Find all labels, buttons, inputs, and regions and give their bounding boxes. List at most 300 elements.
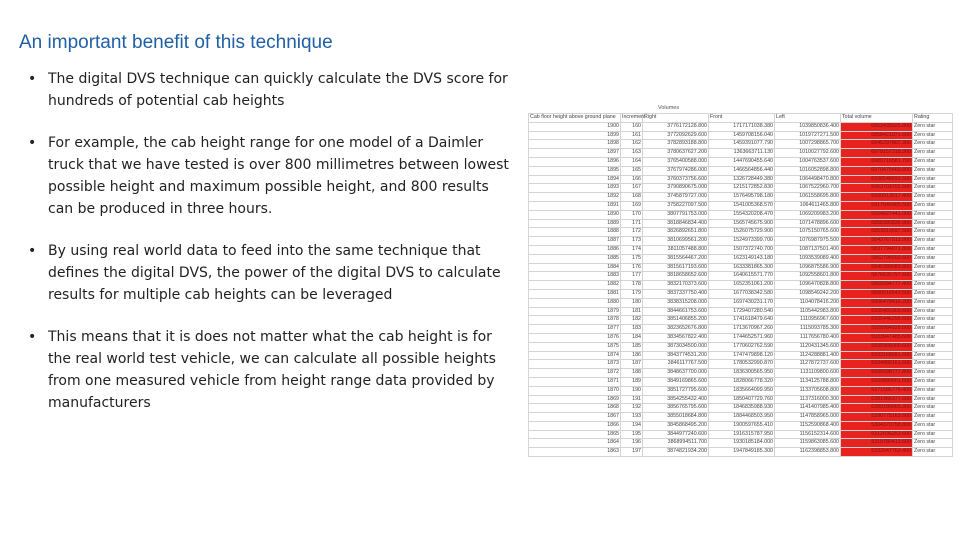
table-row [529,272,953,281]
cell-increment: 164 [621,157,643,166]
cell-increment: 160 [621,122,643,131]
cell-front: 1770602762.590 [709,342,775,351]
cell-height: 1894 [529,175,621,184]
cell-front: 1466564856.440 [709,166,775,175]
table-row [529,131,953,140]
bullet-text: For example, the cab height range for one model of a Daimler truck that we have tested is over 800 millimetres between lowest possible height and maximum possible height, and 800 results can be produced in three hours. [48,135,509,217]
table-row [529,289,953,298]
cell-increment: 184 [621,333,643,342]
table-row [529,342,953,351]
cell-rating: Zero star [913,342,953,351]
bullet-text: The digital DVS technique can quickly calculate the DVS score for hundreds of potential cab heights [48,71,508,109]
cell-right: 3856765795.600 [643,404,709,413]
cell-rating: Zero star [913,377,953,386]
cell-rating: Zero star [913,430,953,439]
cell-right: 3873034500.000 [643,342,709,351]
cell-right: 3868994511.700 [643,439,709,448]
cell-right: 3844977240.600 [643,430,709,439]
cell-increment: 185 [621,342,643,351]
cell-right: 3838315208.000 [643,298,709,307]
cell-height: 1882 [529,281,621,290]
cell-increment: 162 [621,140,643,149]
cell-total-volume: 5837794071.800 [841,245,913,254]
table-row [529,149,953,158]
cell-height: 1895 [529,166,621,175]
cell-rating: Zero star [913,228,953,237]
cell-increment: 173 [621,237,643,246]
cell-rating: Zero star [913,237,953,246]
cell-left: 1131109800.600 [775,369,841,378]
cell-rating: Zero star [913,272,953,281]
cell-total-volume: 5332047763.400 [841,448,913,457]
cell-height: 1872 [529,369,621,378]
cell-front: 1565745675.900 [709,219,775,228]
table-row [529,122,953,131]
cell-increment: 189 [621,377,643,386]
cell-increment: 187 [621,360,643,369]
cell-height: 1876 [529,333,621,342]
cell-rating: Zero star [913,307,953,316]
table-row [529,184,953,193]
cell-rating: Zero star [913,439,953,448]
cell-rating: Zero star [913,122,953,131]
cell-height: 1874 [529,351,621,360]
cell-right: 3874821934.200 [643,448,709,457]
cell-rating: Zero star [913,351,953,360]
cell-front: 1828066778.320 [709,377,775,386]
cell-total-volume: 5858380836.900 [841,219,913,228]
header-front: Front [709,114,775,123]
cell-height: 1890 [529,210,621,219]
cell-left: 1127872737.600 [775,360,841,369]
cell-left: 1156152314.600 [775,430,841,439]
cell-total-volume: 5890016543.500 [841,289,913,298]
cell-left: 1162398853.800 [775,448,841,457]
cell-left: 1134125788.800 [775,377,841,386]
bullet-item [28,132,518,220]
table-row [529,298,953,307]
cell-rating: Zero star [913,325,953,334]
cell-height: 1880 [529,298,621,307]
cell-front: 1633381865.300 [709,263,775,272]
cell-increment: 169 [621,201,643,210]
cell-left: 1133705608.800 [775,386,841,395]
cell-right: 3815617193.600 [643,263,709,272]
table-row [529,175,953,184]
cell-left: 1120431345.600 [775,342,841,351]
cell-increment: 179 [621,289,643,298]
table-row [529,140,953,149]
cell-left: 1069209983.200 [775,210,841,219]
cell-increment: 193 [621,413,643,422]
cell-total-volume: 5917640905.500 [841,201,913,210]
cell-increment: 175 [621,254,643,263]
cell-total-volume: 5936098777.800 [841,369,913,378]
cell-front: 1640615571.770 [709,272,775,281]
cell-rating: Zero star [913,140,953,149]
cell-right: 3832170373.600 [643,281,709,290]
cell-front: 1524973399.700 [709,237,775,246]
cell-rating: Zero star [913,421,953,430]
table-row [529,316,953,325]
header-right: Right [643,114,709,123]
spreadsheet-volumes-label: Volumes [658,105,680,111]
cell-front: 1900597655.410 [709,421,775,430]
cell-right: 3826892651.800 [643,228,709,237]
bullet-item [28,240,518,306]
cell-rating: Zero star [913,193,953,202]
slide-title: An important benefit of this technique [19,32,333,53]
cell-total-volume: 5935966000.600 [841,342,913,351]
cell-increment: 165 [621,166,643,175]
cell-height: 1896 [529,157,621,166]
cell-front: 1850407729.760 [709,395,775,404]
cell-right: 3810699561.200 [643,237,709,246]
cell-increment: 196 [621,439,643,448]
cell-total-volume: 5963703702.500 [841,184,913,193]
cell-increment: 195 [621,430,643,439]
cell-rating: Zero star [913,210,953,219]
cell-increment: 176 [621,263,643,272]
cell-left: 1067522960.700 [775,184,841,193]
cell-left: 1007298865.700 [775,140,841,149]
cell-rating: Zero star [913,404,953,413]
bullet-list [28,68,518,434]
cell-total-volume: 5928984928.600 [841,325,913,334]
cell-total-volume: 5304370758.800 [841,421,913,430]
cell-increment: 191 [621,395,643,404]
cell-height: 1883 [529,272,621,281]
cell-left: 1087137501.400 [775,245,841,254]
cell-height: 1866 [529,421,621,430]
table-row [529,263,953,272]
cell-total-volume: 5371585776.400 [841,386,913,395]
cell-front: 1717171038.380 [709,122,775,131]
cell-total-volume: 6946297807.300 [841,140,913,149]
cell-total-volume: 5924927441.000 [841,210,913,219]
cell-front: 1215172852.830 [709,184,775,193]
cell-rating: Zero star [913,448,953,457]
cell-total-volume: 5939889001.600 [841,377,913,386]
cell-height: 1877 [529,325,621,334]
bullet-text: This means that it is does not matter what the cab height is for the real world test vehicle, we can calculate all possible heights from one measured vehicle from height range data provided by manufacturers [48,329,496,411]
cell-total-volume: 5935446295.600 [841,316,913,325]
cell-left: 1104078416.200 [775,298,841,307]
cell-height: 1867 [529,413,621,422]
cell-right: 3818658652.600 [643,272,709,281]
cell-height: 1900 [529,122,621,131]
cell-front: 1526075729.900 [709,228,775,237]
cell-rating: Zero star [913,201,953,210]
header-left: Left [775,114,841,123]
cell-increment: 161 [621,131,643,140]
cell-right: 3776172128.800 [643,122,709,131]
cell-height: 1879 [529,307,621,316]
table-row [529,228,953,237]
cell-rating: Zero star [913,386,953,395]
cell-front: 1447690455.640 [709,157,775,166]
cell-left: 1039850836.400 [775,122,841,131]
cell-total-volume: 5933947485.600 [841,333,913,342]
cell-height: 1868 [529,404,621,413]
cell-height: 1887 [529,237,621,246]
table-row [529,439,953,448]
cell-total-volume: 5876635797.600 [841,272,913,281]
cell-rating: Zero star [913,289,953,298]
cell-left: 1141407985.400 [775,404,841,413]
cell-total-volume: 5846389083.800 [841,263,913,272]
cell-front: 1677038342.580 [709,289,775,298]
cell-height: 1875 [529,342,621,351]
cell-increment: 174 [621,245,643,254]
cell-right: 3849169865.600 [643,377,709,386]
cell-rating: Zero star [913,175,953,184]
cell-height: 1891 [529,201,621,210]
cell-right: 3843774531.200 [643,351,709,360]
cell-right: 3745879727.000 [643,193,709,202]
cell-front: 1930185184.000 [709,439,775,448]
cell-front: 1780532990.870 [709,360,775,369]
cell-left: 1064498470.800 [775,175,841,184]
bullet-item [28,326,518,414]
table-row [529,421,953,430]
cell-increment: 168 [621,193,643,202]
cell-right: 3767974286.000 [643,166,709,175]
spreadsheet-image [528,105,952,455]
cell-rating: Zero star [913,316,953,325]
table-row [529,193,953,202]
cell-height: 1884 [529,263,621,272]
cell-total-volume: 5843767913.900 [841,237,913,246]
cell-height: 1886 [529,245,621,254]
cell-left: 1061558695.800 [775,193,841,202]
cell-increment: 178 [621,281,643,290]
table-row [529,219,953,228]
cell-front: 1835664099.950 [709,386,775,395]
cell-right: 3811057488.800 [643,245,709,254]
cell-total-volume: 5319780413.600 [841,439,913,448]
cell-right: 3851727795.600 [643,386,709,395]
cell-total-volume: 5906478416.200 [841,298,913,307]
cell-rating: Zero star [913,281,953,290]
cell-right: 3845868495.200 [643,421,709,430]
table-row [529,245,953,254]
table-row [529,377,953,386]
table-row [529,237,953,246]
cell-left: 1137316000.300 [775,395,841,404]
cell-left: 1076987975.500 [775,237,841,246]
cell-right: 3790890675.000 [643,184,709,193]
cell-height: 1873 [529,360,621,369]
table-row [529,166,953,175]
table-row [529,430,953,439]
cell-total-volume: 5389180065.300 [841,404,913,413]
table-row [529,201,953,210]
cell-right: 3855018684.800 [643,413,709,422]
cell-right: 3848637700.000 [643,369,709,378]
cell-right: 3782893188.800 [643,140,709,149]
cell-increment: 172 [621,228,643,237]
cell-left: 1010027792.600 [775,149,841,158]
cell-left: 1110956967.600 [775,316,841,325]
cell-total-volume: 6938548693.500 [841,175,913,184]
cell-right: 3851406855.200 [643,316,709,325]
cell-front: 1713670967.260 [709,325,775,334]
cell-height: 1899 [529,131,621,140]
cell-front: 1916315787.950 [709,430,775,439]
cell-left: 1105442983.800 [775,307,841,316]
cell-left: 1093539089.400 [775,254,841,263]
table-row [529,386,953,395]
cell-right: 3844661753.600 [643,307,709,316]
cell-height: 1871 [529,377,621,386]
cell-total-volume: 5390775163.600 [841,413,913,422]
cell-left: 1098549242.200 [775,289,841,298]
cell-increment: 190 [621,386,643,395]
cell-rating: Zero star [913,219,953,228]
cell-left: 1115093785.300 [775,325,841,334]
cell-front: 1729407280.540 [709,307,775,316]
bullet-marker: • [28,135,37,151]
cell-rating: Zero star [913,360,953,369]
table-body [529,122,953,456]
cell-left: 1096470828.800 [775,281,841,290]
cell-left: 1152590868.400 [775,421,841,430]
cell-total-volume: 5930455303.600 [841,307,913,316]
cell-total-volume: 5853919697.500 [841,228,913,237]
cell-front: 1363663711.130 [709,149,775,158]
header-cab-floor-height: Cab floor height above ground plane [529,114,621,123]
cell-front: 1576495798.180 [709,193,775,202]
cell-total-volume: 6858421071.600 [841,131,913,140]
cell-front: 1459391077.790 [709,140,775,149]
cell-total-volume: 5866584777.400 [841,281,913,290]
cell-height: 1885 [529,254,621,263]
cell-left: 1071478896.600 [775,219,841,228]
cell-right: 3760373756.600 [643,175,709,184]
cell-rating: Zero star [913,166,953,175]
cell-increment: 177 [621,272,643,281]
cell-rating: Zero star [913,131,953,140]
cell-height: 1878 [529,316,621,325]
cell-front: 1623149143.180 [709,254,775,263]
table-row [529,281,953,290]
cell-left: 1147858965.000 [775,413,841,422]
table-row [529,413,953,422]
bullet-item [28,68,518,112]
cell-total-volume: 5381966377.600 [841,395,913,404]
table-row [529,369,953,378]
cell-right: 3772092629.600 [643,131,709,140]
cell-front: 1836300565.950 [709,369,775,378]
cell-total-volume: 5862796693.600 [841,254,913,263]
cell-total-volume: 5934888161.600 [841,360,913,369]
cell-right: 3837337750.400 [643,289,709,298]
cell-height: 1893 [529,184,621,193]
table-row [529,360,953,369]
cell-rating: Zero star [913,369,953,378]
cell-right: 3823652676.800 [643,325,709,334]
cell-left: 1019727271.500 [775,131,841,140]
cell-rating: Zero star [913,254,953,263]
cell-total-volume: 6970475469.800 [841,166,913,175]
cell-left: 1075150765.600 [775,228,841,237]
cell-right: 3834567822.400 [643,333,709,342]
cell-total-volume: 6979157318.300 [841,149,913,158]
cell-front: 1747479898.120 [709,351,775,360]
cell-height: 1897 [529,149,621,158]
cell-left: 1004763537.600 [775,157,841,166]
cell-increment: 182 [621,316,643,325]
cell-height: 1865 [529,430,621,439]
table-row [529,351,953,360]
cell-rating: Zero star [913,413,953,422]
table-row [529,325,953,334]
cell-rating: Zero star [913,333,953,342]
header-increment: Increment [621,114,643,123]
cell-increment: 163 [621,149,643,158]
cell-increment: 180 [621,298,643,307]
cell-height: 1898 [529,140,621,149]
cell-right: 3815564467.200 [643,254,709,263]
cell-total-volume: 6980716581.700 [841,157,913,166]
cell-rating: Zero star [913,157,953,166]
cell-left: 1096875586.900 [775,263,841,272]
cell-front: 1884468503.950 [709,413,775,422]
cell-front: 1947849185.300 [709,448,775,457]
cell-front: 1554320208.470 [709,210,775,219]
cell-increment: 181 [621,307,643,316]
cell-right: 3765400588.000 [643,157,709,166]
bullet-marker: • [28,71,37,87]
cell-increment: 194 [621,421,643,430]
cell-rating: Zero star [913,149,953,158]
header-total-volume: Total volume [841,114,913,123]
cell-front: 1326728449.380 [709,175,775,184]
cell-rating: Zero star [913,184,953,193]
cell-increment: 171 [621,219,643,228]
cell-rating: Zero star [913,263,953,272]
cell-total-volume: 5930913017.400 [841,193,913,202]
cell-right: 3846117767.500 [643,360,709,369]
table-row [529,395,953,404]
cell-increment: 167 [621,184,643,193]
cell-front: 1541005368.570 [709,201,775,210]
cell-height: 1863 [529,448,621,457]
cell-height: 1870 [529,386,621,395]
cell-front: 1697430231.170 [709,298,775,307]
cell-right: 3758227097.500 [643,201,709,210]
table-row [529,333,953,342]
cell-total-volume: 5312036253.600 [841,430,913,439]
cell-increment: 183 [621,325,643,334]
cell-height: 1888 [529,228,621,237]
cell-increment: 170 [621,210,643,219]
cell-height: 1881 [529,289,621,298]
cell-front: 1459708156.040 [709,131,775,140]
cell-increment: 197 [621,448,643,457]
table-row [529,307,953,316]
table-row [529,254,953,263]
cell-height: 1869 [529,395,621,404]
cell-increment: 186 [621,351,643,360]
cell-rating: Zero star [913,245,953,254]
cell-right: 3780637627.200 [643,149,709,158]
cell-left: 1092558601.800 [775,272,841,281]
cell-total-volume: 5933168691.600 [841,351,913,360]
cell-front: 1846835988.930 [709,404,775,413]
cell-increment: 166 [621,175,643,184]
